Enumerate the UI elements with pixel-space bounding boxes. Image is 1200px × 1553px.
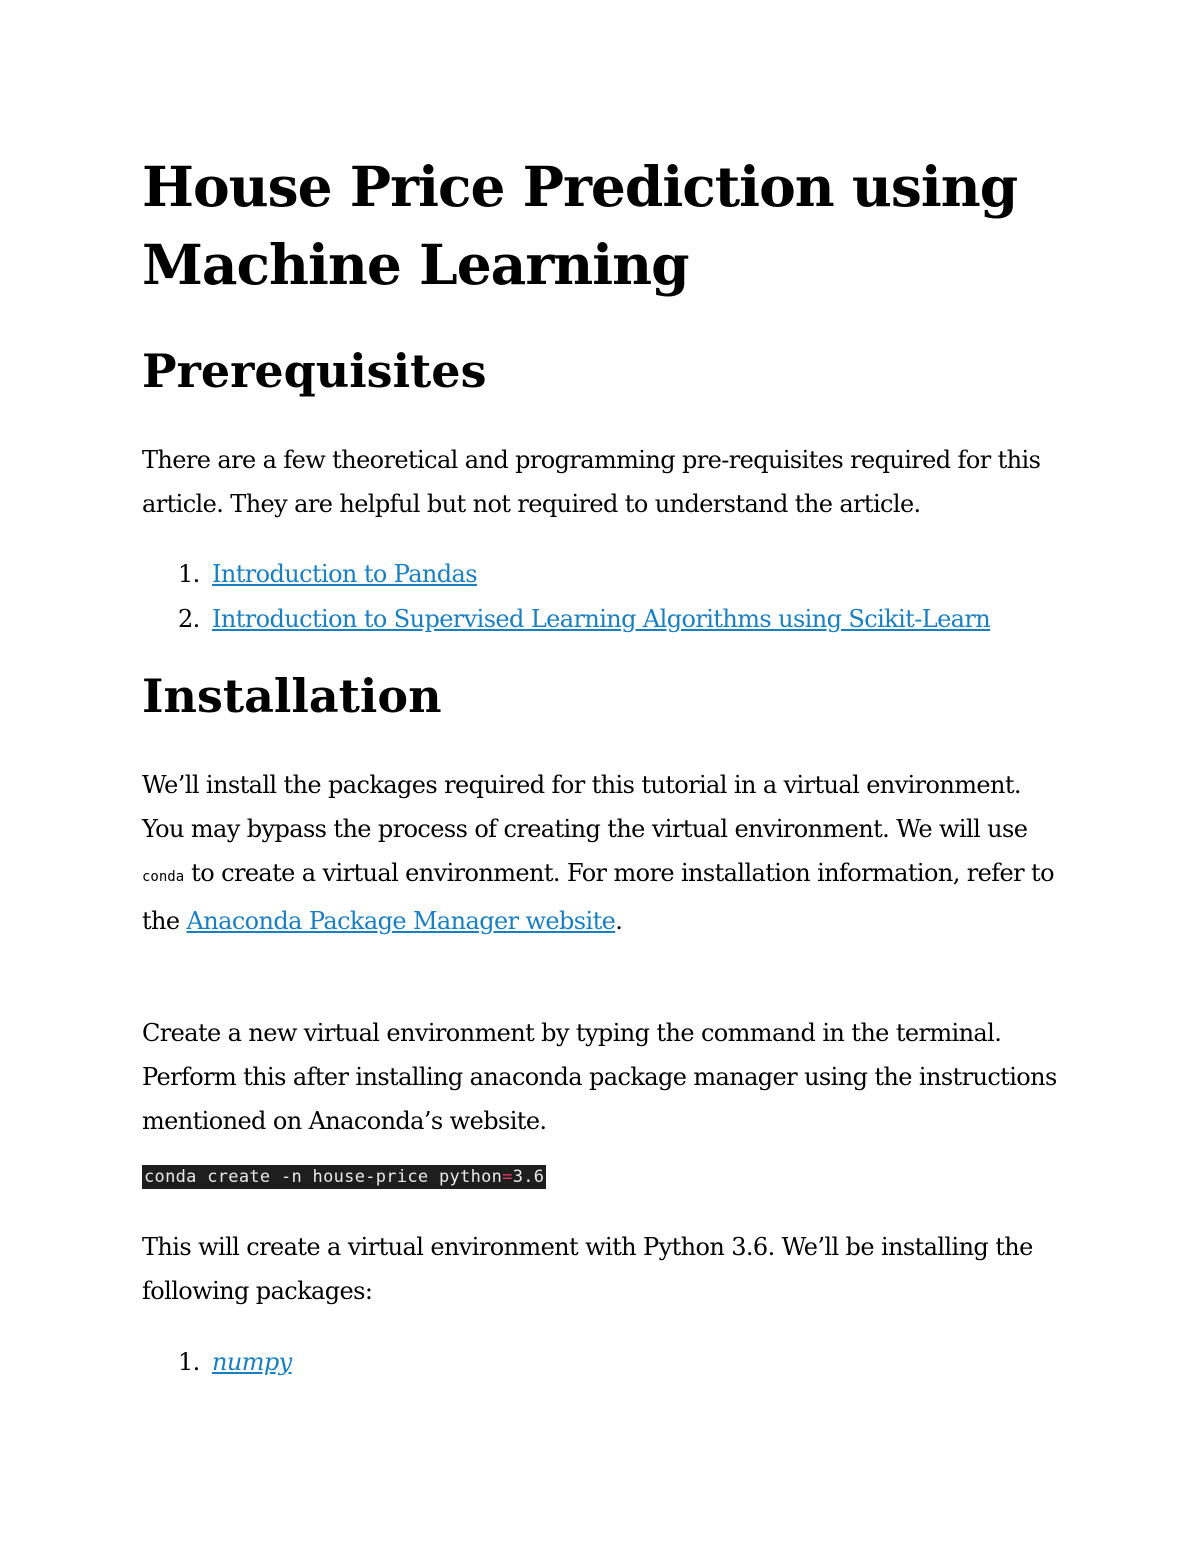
list-number: 1. <box>178 560 200 588</box>
prerequisites-list <box>142 552 990 642</box>
installation-heading: Installation <box>142 669 442 723</box>
link-anaconda-website[interactable]: Anaconda Package Manager website <box>186 907 616 935</box>
prerequisites-intro: There are a few theoretical and programming pre-requisites required for this article. They are helpful but not required to understand the article. <box>142 446 1041 518</box>
installation-text-end: . <box>615 907 623 935</box>
create-env-paragraph: Create a new virtual environment by typing the command in the terminal. Perform this after installing anaconda package manager using the instructions mentioned on Anaconda’s website. <box>142 1019 1057 1135</box>
link-intro-pandas[interactable]: Introduction to Pandas <box>212 560 477 588</box>
packages-intro: This will create a virtual environment with Python 3.6. We’ll be installing the following packages: <box>142 1233 1033 1305</box>
inline-code-conda: conda <box>142 869 185 885</box>
prerequisites-heading: Prerequisites <box>142 344 487 398</box>
link-numpy[interactable]: numpy <box>212 1348 292 1376</box>
list-number: 1. <box>178 1348 200 1376</box>
list-item <box>142 597 990 642</box>
list-number: 2. <box>178 605 200 633</box>
command-value: 3.6 <box>512 1167 545 1187</box>
command-text: conda create -n house-price python <box>144 1167 503 1187</box>
page-title: House Price Prediction using Machine Learning <box>142 154 1018 297</box>
list-item <box>142 1340 292 1385</box>
list-item <box>142 552 990 597</box>
command-operator: = <box>502 1167 513 1187</box>
installation-paragraph <box>142 763 1057 943</box>
packages-list <box>142 1340 292 1385</box>
installation-text: to create a virtual environment. For more installation information, refer to the <box>142 859 1054 935</box>
command-code-block <box>142 1165 546 1189</box>
installation-text: We’ll install the packages required for this tutorial in a virtual environment. You may bypass the process of creating the virtual environment. We will use <box>142 771 1028 843</box>
link-intro-supervised-learning[interactable]: Introduction to Supervised Learning Algorithms using Scikit-Learn <box>212 605 991 633</box>
